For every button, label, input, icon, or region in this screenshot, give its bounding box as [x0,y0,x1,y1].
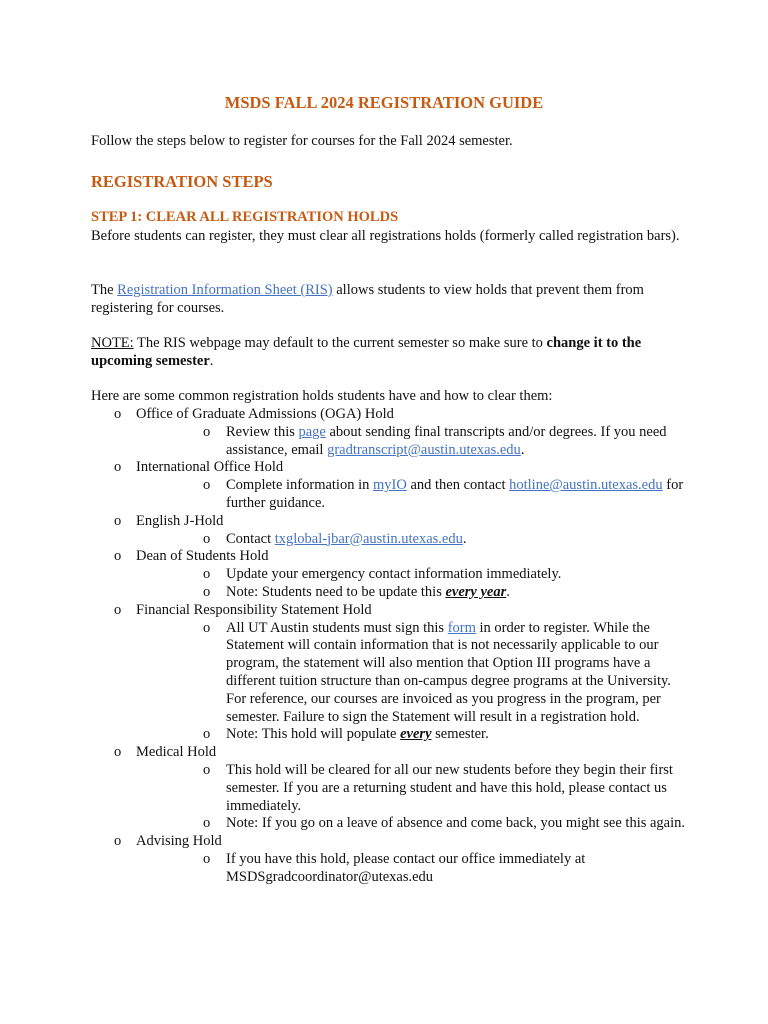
hold-medical-step-1: o This hold will be cleared for all our new students before they begin their first semester. If you are a returning student and have this hold, please contact us immediately. [203,761,673,814]
bullet-marker: o [114,406,122,422]
hold-item-medical: o Medical Hold o This hold will be cleared for all our new students before they begin their first semester. If you are a returning student and have this hold, please contact us immediately. o Note: If you go on a leave of absence and come back, you might see this again. [91,744,691,833]
hold-english-step: o Contact txglobal-jbar@austin.utexas.edu. [203,530,467,547]
intro-text: Follow the steps below to register for courses for the Fall 2024 semester. [91,133,513,149]
hold-item-advising: o Advising Hold o If you have this hold, please contact our office immediately at MSDSgradcoordinator@utexas.edu [91,833,691,886]
hold-advising-step: o If you have this hold, please contact our office immediately at MSDSgradcoordinator@utexas.edu [203,850,586,885]
hold-dean-step-2: o Note: Students need to be update this every year. [203,583,510,600]
gradtranscript-email-link[interactable]: gradtranscript@austin.utexas.edu [327,441,521,458]
hold-item-english: o English J-Hold o Contact txglobal-jbar@austin.utexas.edu. [91,513,691,549]
every-emphasis: every [400,726,432,743]
ris-link[interactable]: Registration Information Sheet (RIS) [117,282,333,298]
hold-item-dean: o Dean of Students Hold o Update your emergency contact information immediately. o Note: Students need to be update this every year. [91,548,691,601]
hold-dean-step-1: o Update your emergency contact information immediately. [203,566,562,583]
holds-description: Before students can register, they must clear all registrations holds (formerly called registration bars). [91,228,680,244]
hold-medical-step-2: o Note: If you go on a leave of absence and come back, you might see this again. [203,815,686,832]
ris-paragraph: The Registration Information Sheet (RIS) allows students to view holds that prevent them from registering for courses. [91,282,644,316]
section-heading: REGISTRATION STEPS [91,172,273,191]
hold-financial-step-2: o Note: This hold will populate every semester. [203,726,489,743]
page-title: MSDS FALL 2024 REGISTRATION GUIDE [224,93,544,112]
form-link[interactable]: form [447,619,476,636]
step1-heading: STEP 1: CLEAR ALL REGISTRATION HOLDS [91,209,399,225]
hold-item-oga: o Office of Graduate Admissions (OGA) Hold o Review this page about sending final transcripts and/or degrees. If you need assistance, email gradtranscript@austin.utexas.edu. [91,406,691,459]
holds-list [91,406,691,887]
note-paragraph: NOTE: The RIS webpage may default to the current semester so make sure to change it to the upcoming semester. [91,335,642,369]
hold-intl-step: o Complete information in myIO and then contact hotline@austin.utexas.edu for further guidance. [203,477,684,511]
note-label: NOTE: [91,335,134,351]
hold-financial-step-1: o All UT Austin students must sign this form in order to register. While the Statement will contain information that is not necessarily applicable to our program, the statement will also mention that Option III programs have a different tuition structure than on-campus degree programs at the University. For reference, our courses are invoiced as you progress in the program, per semester. Failure to sign the Statement will result in a registration hold. [203,619,671,725]
oga-page-link[interactable]: page [298,423,326,440]
hotline-email-link[interactable]: hotline@austin.utexas.edu [509,477,663,494]
hold-item-financial: o Financial Responsibility Statement Hold o All UT Austin students must sign this form in order to register. While the Statement will contain information that is not necessarily applicable to our program, the statement will also mention that Option III programs have a different tuition structure than on-campus degree programs at the University. For reference, our courses are invoiced as you progress in the program, per semester. Failure to sign the Statement will result in a registration hold. o Note: This hold will populate every semester. [91,602,691,744]
every-year-emphasis: every year [445,583,507,600]
hold-oga-step: o Review this page about sending final transcripts and/or degrees. If you need assistance, email gradtranscript@austin.utexas.edu. [203,423,667,458]
myio-link[interactable]: myIO [373,477,407,494]
txglobal-email-link[interactable]: txglobal-jbar@austin.utexas.edu [274,530,463,547]
note-emphasis: change it to the upcoming semester [91,335,642,369]
hold-item-international: o International Office Hold o Complete information in myIO and then contact hotline@austin.utexas.edu for further guidance. [91,459,691,512]
holds-intro: Here are some common registration holds students have and how to clear them: [91,388,553,404]
